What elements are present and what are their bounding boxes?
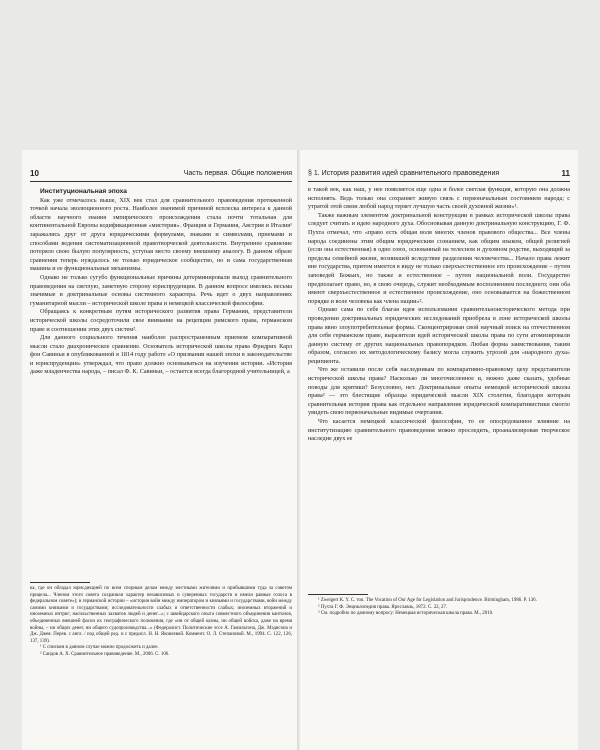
right-page-header xyxy=(308,170,570,180)
footnote: ³ См. подробно по данному вопросу: Немецкая историческая школа права. М., 2010. xyxy=(318,611,494,617)
left-page-number: 10 xyxy=(30,169,39,178)
section-heading: Институциональная эпоха xyxy=(40,188,127,195)
left-page-header xyxy=(30,170,292,180)
paragraph: Однако не только сугубо функциональные причины детерминировали выход сравнительного правоведения на светлую, заметную сторону юриспруденции. В данном вопросе имелись весьма значимые и доктринальные основы системного характера. Речь идет о двух направлениях гуманитарной мысли – исторической школе права и немецкой классической философии. xyxy=(30,273,292,307)
paragraph: в такой век, как наш, у нее появляется еще одна и более светлая функция, которую она должна исполнять. Ведь только она сохраняет живую связь с первоначальным состоянием народа; с утратой этой связи любой народ теряет лучшую часть своей духовной жизни»¹. xyxy=(308,186,570,211)
left-running-head: Часть первая. Общие положения xyxy=(183,170,292,177)
left-footnotes xyxy=(30,586,292,659)
right-running-head: § 1. История развития идей сравнительного правоведения xyxy=(308,170,500,177)
paragraph: Однако сама по себе благая идея использования сравнительноисторического метода при проведении доктринальных юридических исследований приобрела в лоне исторической школы права явно злоупотребительные формы. Сконцентрирован свой научный поиск на отечественном для себя германском праве, выразители идей исторической школы права по сути атомизировали данную систему от других национальных правопорядков. Любая форма заимствования, таким образом, согласно их методологическому базису могла служить угрозой для «народного духа» реципиента. xyxy=(308,306,570,365)
paragraph: Что касается немецкой классической философии, то ее опосредованное влияние на институтизацию сравнительного правоведения можно проследить, проанализировав творческое наследие двух ее xyxy=(308,418,570,443)
paragraph: Как уже отмечалось выше, XIX век стал для сравнительного правоведения протяженной точкой начала эволюционного роста. Наиболее значимой причиной всплеска интереса к данной области научного знания эмпирического происхождения стала почти тотальная для континентальной Европы кодификационная «мистерия». Франция и Германия, Австрия и Италия¹ заражались друг от друга юридическими формулами, знаками и символами, приемами и способами ведения систематизационной правотворческой деятельности. Внутреннее сравнение потеряло свою былую популярность, уступая место своему внешнему аналогу. В данном образе сравнения теперь нуждалось не только юридическое сообщество, но и сама государственная машина и ее функциональные механизмы. xyxy=(30,196,292,273)
paragraph: Обращаясь к конкретным путям исторического развития права Германии, представители исторической школы сосредоточили свое внимание на рецепции римского права, германском праве и соотношении этих двух систем². xyxy=(30,308,292,333)
paragraph: Что же оставили после себя наследникам по компаративно-правовому цеху представители исторической школы права? Насколько ли многочисленное и, можно даже сказать, удобные поводы для критики? Безусловно, нет. Доктринальные опыты немецкой исторической школы права³ — это блестящие образцы юридической мысли XIX столетия, благодаря которым сравнительная история права как отдельное направление юридической компаративистики смогло увидеть свою первоначальные видимые очертания. xyxy=(308,366,570,417)
left-footnote-rule xyxy=(30,582,90,583)
right-header-rule xyxy=(308,181,570,182)
right-footnote-rule xyxy=(308,594,368,595)
footnote: ¹ Zweigert K. Y. C. тоn. The Vocation of Our Age for Legislation and Jurisprudence. Birmingham, 1986. P. 136. xyxy=(318,598,537,603)
left-header-rule xyxy=(30,181,292,182)
right-page-body xyxy=(308,186,570,444)
left-page-body xyxy=(30,186,292,377)
paragraph: Для данного социального течения наиболее распространенным приемом компаративной мысли стало диахроническое сравнение. Основатель исторической школы права Фридрих Карл фон Савиньи в опубликованной в 1814 году работе «О призвании нашей эпохи в законодательстве и юриспруденции» утверждал, что право должно основываться на изучении истории. «История даже младенчества народа, – писал Ф. К. Савиньи, – остается всегда благородной учительницей, а xyxy=(30,334,292,376)
footnote: ² Пухта Г. Ф. Энциклопедия права. Ярославль, 1872. С. 22, 27. xyxy=(318,604,448,610)
footnote: ² Саидов А. Х. Сравнительное правоведение. М., 2006. С. 106. xyxy=(40,651,170,657)
paragraph: Также важным элементом доктринальной конструкции в рамках исторической школы права следует считать и идею народного духа. Обосновывая данную доктринальную конструкцию, Г. Ф. Пухта отмечал, что «право есть общая воля многих членов правового общества... Все члены народа соединены этим общим юридическим сознанием, как общим языком, общей религией (если она естественная) в одно союз, основанный на телесном и духовном родстве, выходящий за пределы семейной жизни, возникшей вследствие разделения человечества... Начало права лежит вне государства, притом имеется в виду не только сверхъестественное его происхождение – путем заповедей Божьих, но также и естественное – путем национальной воли. Государство предполагает право, но, в свою очередь, служит необходимым восполнением последнего; они оба имеют сверхъестественное и естественное происхождение, оно основывается на божественном порядке и воле человека как члена нации»². xyxy=(308,211,570,305)
right-page-number: 11 xyxy=(561,169,570,178)
right-page xyxy=(300,150,578,750)
right-footnotes xyxy=(308,598,570,618)
footnote: ¹ С списком в данном случае можно продолжить и далее. xyxy=(40,645,159,651)
footnote: ка, где он обладал юрисдикцией по всем спорным делам между местными жителями и прибывшими туда за советом прицела... Членом этого совета сохраняли характер независимых и суверенных государств и имели равные голоса в федеральном совете»); в германской истории – «история войн между императором и князьями и государствами, войн между самими князьями и государствами; исследовательности слабых и ответственности слабых; иноземных вторжений и иноземных интриг; насильственных захватов людей и денег...»; с швейцарского опыта совместного объединения кантонов, объединенных внешней фасон их географического положения, где «ни от общей казны, ни общей войска, даже на время войны, – ни общих денег, ни общего судопроизводства...» (Федералист. Политические эссе А. Гамильтона, Дж. Мэдисона и Дж. Джея. Перев. с англ. / под общей ред. и с предисл. Н. Н. Яковлевой. Коммент. О. Л. Степановой. М., 1994. С. 122, 126, 137, 139). xyxy=(30,586,292,644)
left-page xyxy=(22,150,300,750)
